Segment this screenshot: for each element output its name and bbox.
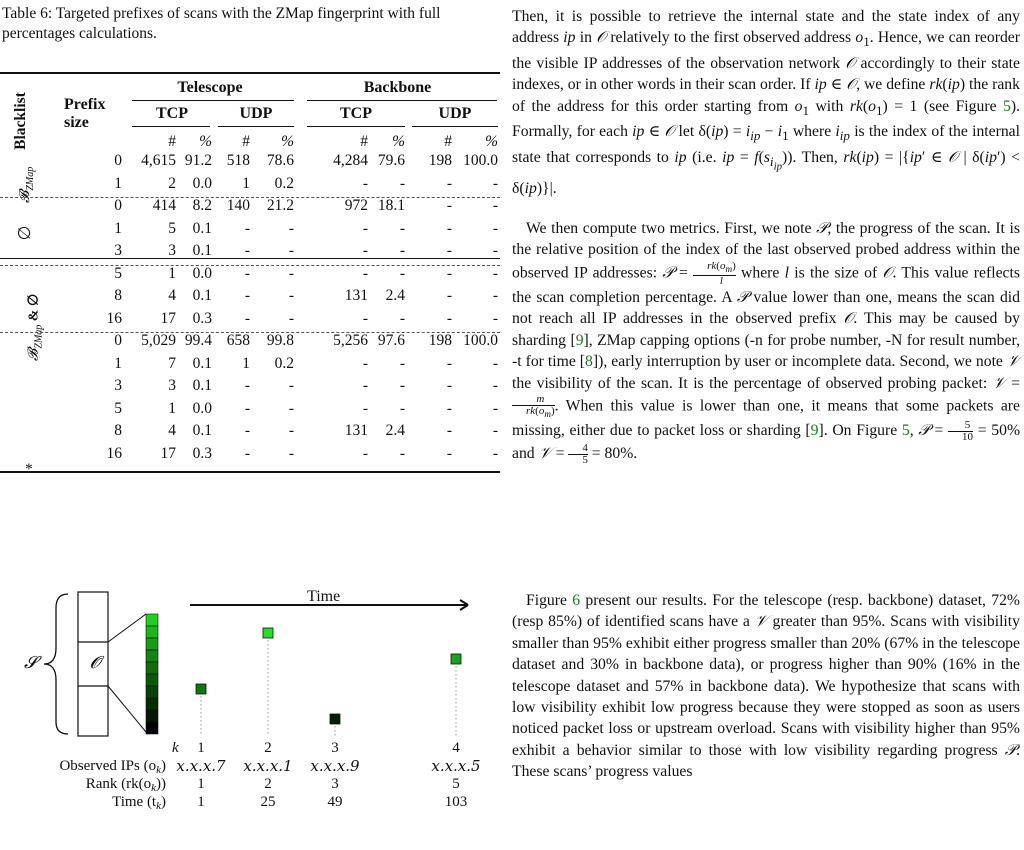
table-cell: 5,029 [141,332,176,349]
cell-prefix-size: 16 [106,309,122,327]
subheader-percent: % [485,133,498,150]
cell-prefix-size: 3 [114,242,122,259]
col-rank-1: 1 [197,776,205,792]
subheader-percent: % [392,133,405,150]
table-cell: - [446,174,452,192]
zoom-line-bottom [108,686,146,732]
table-cell: - [288,242,294,259]
table-cell: 0.1 [192,287,212,304]
header-tel-udp: UDP [239,105,273,122]
table-cell: - [288,444,294,462]
table-cell: 5,256 [333,332,368,349]
table-cell: 4 [168,422,176,439]
o-label: 𝓞 [90,653,101,672]
table-cell: - [446,219,452,237]
brace-s [44,594,68,734]
table-cell: - [399,242,405,259]
table-cell: 1 [242,354,250,372]
col-time-3: 49 [327,794,343,810]
cell-prefix-size: 1 [114,174,122,192]
table-cell: 0.1 [192,422,212,439]
paragraph-2: We then compute two metrics. First, we note 𝒫, the progress of the scan. It is the relative position of the index of the last observed probed address within the observed IP addresses: 𝒫 = $\frac{rk(o_m)}{l}$ where l is the size of 𝒪. This value reflects the scan completion percentage. A 𝒫 value lower than one, means the scan did not reach all IP addresses in the observed prefix 𝒪. This may be caused by sharding [9], ZMap capping options (-n for probe number, -N for result number, -t for time [8]), early interruption by user or incomplete data. Second, we note 𝒱 the visibility of the scan. It is the percentage of observed probing packet: 𝒱 = $\frac{m}{rk(o_m)}$ . When this value is lower than one, it means that some packets are missing, either due to packet loss or sharding [9]. On Figure 5, 𝒫 = $\frac{5}{10}$ = 50% and 𝒱 = $\frac{4}{5}$ = 80%. [512,220,1021,467]
header-blacklist: Blacklist [12,92,29,150]
table-cell: - [492,242,498,259]
table-cell: 1 [168,264,176,282]
col-ip-3: x.x.x.9 [310,757,360,775]
col-ip-2: x.x.x.1 [243,757,293,775]
figure-scan-order [0,584,500,850]
table-cell: 0.2 [274,354,294,372]
table-cell: - [244,219,250,237]
table-cell: 658 [226,332,250,349]
subheader-count: # [242,133,250,150]
table-cell: - [362,174,368,192]
k-label: k [172,740,179,756]
table-cell: - [446,399,452,417]
col-rank-4: 5 [452,776,460,792]
table-cell: 78.6 [266,152,294,169]
col-k-1: 1 [197,740,205,756]
table-cell: 17 [160,309,176,327]
paragraph-1: Then, it is possible to retrieve the internal state and the state index of any address ip in 𝒪 relatively to the first observed address $o_1$. Hence, we can reorder the visible IP addresses of the observation network 𝒪 accordingly to their state indexes, or in other words in their scan order. If ip ∈ 𝒪, we define rk(ip) the rank of the address for this order starting from $o_1$ with $rk(o_1) = 1$ (see Figure 5). Formally, for each ip ∈ 𝒪 let $\delta(ip) = i_{ip} - i_1$ where $i_{ip}$ is the index of the internal state that corresponds to ip (i.e. ip = $f(s_{i_{ip}})$). Then, rk(ip) = |{ip′ ∈ 𝒪 | δ(ip′) < δ(ip)}|. [512,8,1021,198]
table-cell: - [399,444,405,462]
table-cell: - [244,309,250,327]
table-cell: - [362,444,368,462]
header-tel-tcp: TCP [156,105,188,122]
group-separator [0,265,500,266]
table-cell: 97.6 [377,332,405,349]
table-cell: - [446,354,452,372]
row-rank-label: Rank $(rk(o_k))$ [85,776,166,794]
row-time-label: Time $(t_k)$ [112,794,166,812]
table-cell: 198 [428,152,452,169]
paragraph-3: Figure 6 present our results. For the telescope (resp. backbone) dataset, 72% (resp 85%) of identified scans have a 𝒱 greater than 95%. Scans with visibility smaller than 95% exhibit either progress smaller than 20% (67% in the telescope dataset and 30% in backbone data), or progress higher than 90% (16% in the telescope dataset and 57% in backbone data). We hypothesize that scans with low visibility exhibit low progress because they were stopped as soon as users noticed packet loss or upstream overload. Scans with visibility higher than 95% exhibit a behavior similar to those with low visibility regarding progress 𝒫. These scans’ progress values [512,592,1020,781]
table-cell: 0.2 [274,174,294,192]
observed-prefix-stack [146,614,158,734]
backbone-rule [307,100,497,101]
table-cell: 18.1 [377,197,405,214]
cell-prefix-size: 5 [114,399,122,417]
table-cell: - [492,264,498,282]
table-cell: - [492,309,498,327]
table-cell: 0.0 [192,399,212,417]
cell-prefix-size: 3 [114,377,122,394]
table-cell: 3 [168,377,176,394]
table-cell: 140 [226,197,250,214]
table-cell: - [244,264,250,282]
col-k-3: 3 [331,740,339,756]
subheader-percent: % [281,133,294,150]
observed-point-4 [451,654,461,736]
table-cell: 2 [168,174,176,192]
table-cell: 414 [152,197,176,214]
cell-prefix-size: 0 [114,197,122,214]
s-label: 𝓢 [24,653,38,672]
table-cell: - [244,444,250,462]
table-cell: - [492,219,498,237]
table-cell: - [244,287,250,304]
table-cell: 0.3 [192,444,212,462]
table-cell: - [399,309,405,327]
table-bottom-rule [0,471,500,473]
table-cell: - [288,309,294,327]
col-rank-3: 3 [331,776,339,792]
table-cell: - [399,219,405,237]
table-cell: - [492,377,498,394]
table-cell: 79.6 [377,152,405,169]
table-cell: 17 [160,444,176,462]
table-cell: 99.8 [266,332,294,349]
table-cell: - [362,219,368,237]
table-cell: - [288,399,294,417]
table-cell: - [399,174,405,192]
table-top-rule [0,72,500,74]
group-separator [0,332,500,333]
table-cell: 5 [168,219,176,237]
table-cell: - [446,422,452,439]
table-cell: 100.0 [463,152,498,169]
bb-tcp-rule [307,126,405,127]
table-cell: - [362,354,368,372]
table-cell: - [399,377,405,394]
table-cell: 131 [344,287,368,304]
table-cell: - [446,309,452,327]
table-cell: - [446,197,452,214]
table-cell: 0.0 [192,174,212,192]
group-label-bzmap-empty: 𝓑$_{ZMap}$ & ∅ [26,293,45,361]
table-cell: - [244,422,250,439]
table-cell: - [446,444,452,462]
table-cell: - [362,309,368,327]
table-cell: 91.2 [184,152,212,169]
table-cell: 0.0 [192,264,212,282]
col-time-1: 1 [197,794,205,810]
table-cell: - [446,287,452,304]
zoom-line-top [108,614,146,642]
cell-prefix-size: 1 [114,354,122,372]
table-cell: 4,615 [141,152,176,169]
table-cell: 198 [428,332,452,349]
subheader-count: # [444,133,452,150]
col-k-4: 4 [452,740,460,756]
header-bb-tcp: TCP [340,105,372,122]
table-cell: 2.4 [385,287,405,304]
table-cell: - [288,287,294,304]
table-cell: - [399,264,405,282]
table-cell: 7 [168,354,176,372]
table-cell: - [446,242,452,259]
table-cell: - [492,354,498,372]
table-cell: - [244,377,250,394]
table-cell: 972 [344,197,368,214]
table-cell: - [492,197,498,214]
table-cell: - [288,377,294,394]
table-cell: - [362,242,368,259]
table-cell: 0.3 [192,309,212,327]
table-cell: 4 [168,287,176,304]
cell-prefix-size: 8 [114,287,122,304]
table-cell: 0.1 [192,219,212,237]
time-label: Time [307,588,341,605]
subheader-count: # [168,133,176,150]
subheader-count: # [360,133,368,150]
cell-prefix-size: 1 [114,219,122,237]
table-cell: 100.0 [463,332,498,349]
col-ip-1: x.x.x.7 [176,757,226,775]
table-cell: 0.1 [192,242,212,259]
row-observed-label: Observed IPs $(o_k)$ [59,758,166,776]
telescope-rule [132,100,294,101]
cell-prefix-size: 16 [106,444,122,462]
table-cell: 8.2 [192,197,212,214]
observed-point-1 [196,684,206,736]
group-label-bzmap: 𝓑$_{ZMap}$ [18,166,36,204]
table-cell: - [492,399,498,417]
cell-prefix-size: 0 [114,332,122,349]
cell-prefix-size: 0 [114,152,122,169]
table-cell: 4,284 [333,152,368,169]
col-rank-2: 2 [264,776,272,792]
group-label-star: * [25,461,33,478]
table-cell: - [244,399,250,417]
bb-udp-rule [412,126,498,127]
table-cell: - [244,242,250,259]
table-cell: - [492,444,498,462]
table-cell: 21.2 [266,197,294,214]
col-ip-4: x.x.x.5 [431,757,481,775]
left-column [0,0,500,850]
tel-tcp-rule [132,126,210,127]
table-cell: 99.4 [184,332,212,349]
header-size: size [64,114,89,131]
table-cell: - [288,264,294,282]
table-cell: - [399,354,405,372]
table-cell: - [288,219,294,237]
header-telescope: Telescope [177,79,243,96]
table-cell: 0.1 [192,377,212,394]
table-cell: - [399,399,405,417]
table-cell: - [362,264,368,282]
group-label-empty: ∅ [15,225,34,241]
table-cell: 0.1 [192,354,212,372]
table-cell: - [492,174,498,192]
header-bb-udp: UDP [438,105,472,122]
cell-prefix-size: 8 [114,422,122,439]
col-time-4: 103 [444,794,468,810]
table-cell: 518 [226,152,250,169]
table-cell: - [288,422,294,439]
col-k-2: 2 [264,740,272,756]
table-cell: 1 [242,174,250,192]
table-cell: - [492,422,498,439]
table-cell: - [492,287,498,304]
header-prefix: Prefix [64,96,106,113]
cell-prefix-size: 5 [114,264,122,282]
header-backbone: Backbone [363,79,432,96]
subheader-percent: % [199,133,212,150]
table-cell: 1 [168,399,176,417]
observed-point-3 [330,714,340,736]
table-cell: 3 [168,242,176,259]
table-cell: - [446,377,452,394]
observed-point-2 [263,628,273,736]
table-cell: 2.4 [385,422,405,439]
right-column [512,0,1020,850]
table-cell: - [362,399,368,417]
table-cell: 131 [344,422,368,439]
table-cell: - [362,377,368,394]
tel-udp-rule [218,126,294,127]
group-separator [0,197,500,198]
table-cell: - [446,264,452,282]
col-time-2: 25 [260,794,276,810]
table-caption: Table 6: Targeted prefixes of scans with the ZMap fingerprint with full percentages calculations. [2,5,441,42]
